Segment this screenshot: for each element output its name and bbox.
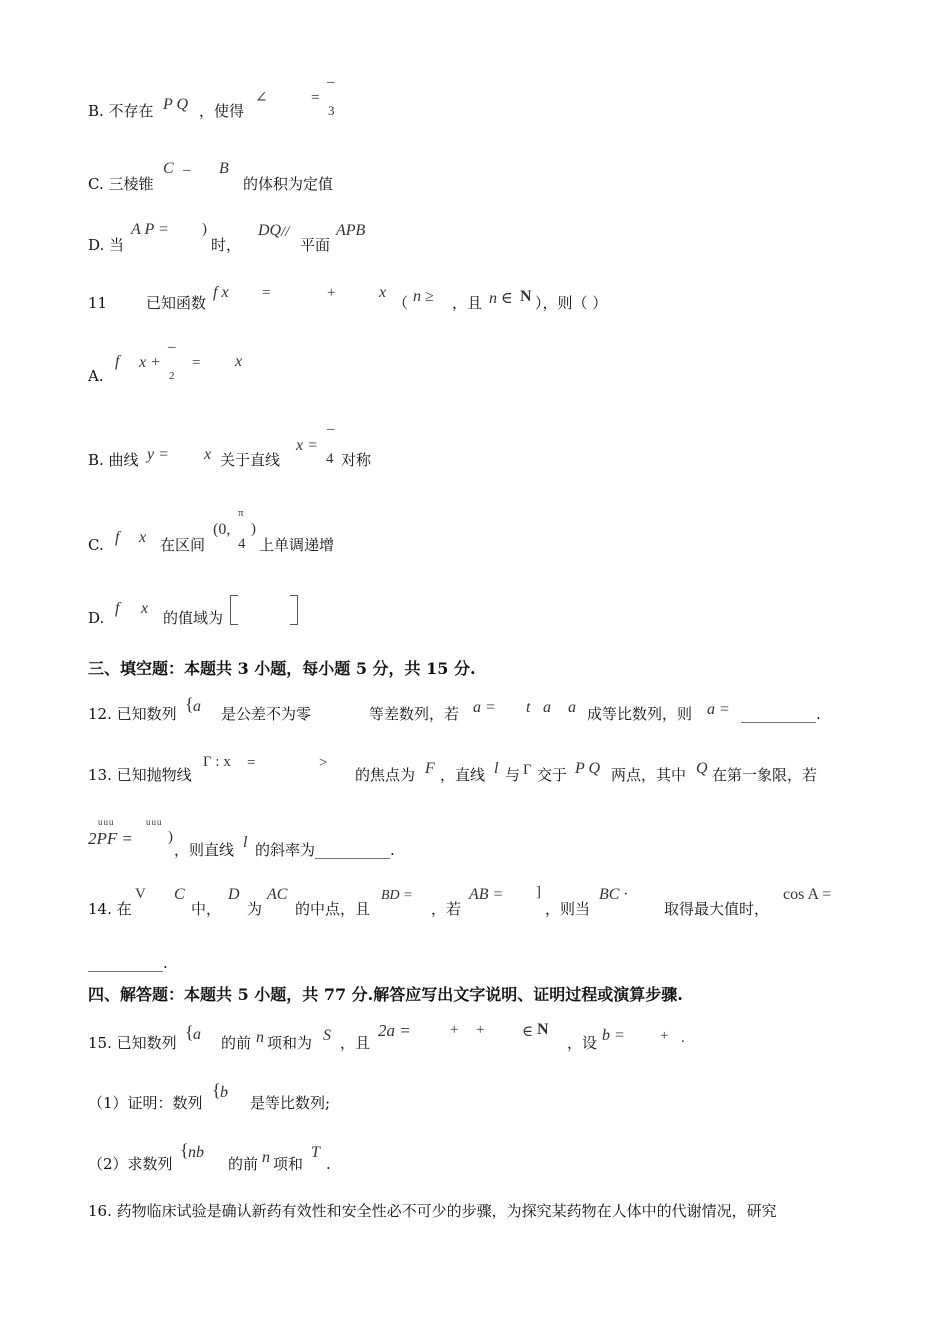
q11-b-y: y =	[147, 446, 169, 463]
q11-b-four: 4	[326, 451, 334, 467]
q14-blank: __________.	[88, 954, 168, 972]
q14-BD: BD =	[381, 888, 413, 903]
q13-mid6: 在第一象限，若	[712, 766, 818, 784]
q14-mid3: 的中点，且	[295, 900, 371, 918]
q11-c-close: )	[251, 521, 256, 537]
q15-part2-n: n	[262, 1149, 270, 1166]
q14-bracket: ]	[536, 884, 541, 900]
q12-a3: a	[568, 699, 576, 716]
q15-part2-mid2: 项和	[273, 1155, 304, 1173]
q15-plus2: +	[476, 1022, 485, 1038]
q11-b-bar: –	[327, 421, 335, 437]
q13-gamma: Γ : x	[203, 754, 231, 770]
q11-c-x: x	[139, 529, 147, 546]
q12-t: t	[526, 699, 531, 716]
q10-c-c: C	[163, 160, 174, 177]
q15-part1-brace: {	[212, 1080, 221, 1100]
q11-N: N	[520, 288, 532, 305]
q11-b-label: B. 曲线	[88, 451, 139, 469]
q15-part2-mid: 的前	[228, 1155, 259, 1173]
q13-vector-arrow-2: uuu	[146, 817, 163, 827]
q14-mid6: 取得最大值时，	[664, 900, 770, 918]
q14-AC: AC	[267, 886, 288, 903]
q12-a: a	[193, 698, 201, 715]
q11-a-eq: =	[192, 355, 201, 371]
q10-d-dq: DQ	[258, 222, 282, 239]
q10-c-minus: –	[183, 162, 191, 178]
q12-a4: a =	[707, 701, 730, 718]
q11-a-bar: –	[168, 339, 176, 355]
q11-text: 已知函数	[146, 294, 207, 312]
q13-Q: Q	[696, 760, 708, 777]
q15-prefix: 15. 已知数列	[88, 1034, 177, 1052]
q13-paren: )	[168, 829, 173, 845]
q11-fx: f x	[213, 284, 229, 301]
q14-C: C	[174, 886, 185, 903]
q15-part2-suffix: .	[326, 1155, 331, 1173]
q12-brace: {	[185, 694, 194, 714]
q10-d-ap: A P =	[131, 221, 169, 238]
q11-c-interval: (0,	[213, 521, 231, 538]
q11-x: x	[379, 284, 387, 301]
q12-a-eq: a =	[473, 699, 496, 716]
q11-cond-mid: ，且	[452, 294, 483, 312]
q10-d-parallel: //	[281, 224, 290, 240]
q11-number: 11	[88, 294, 108, 312]
q10-b-prefix: B. 不存在	[88, 102, 154, 120]
q10-c-b: B	[219, 160, 229, 177]
range-right-bracket	[290, 595, 298, 625]
q11-d-x: x	[141, 600, 149, 617]
q15-part1-prefix: （1）证明：数列	[88, 1094, 203, 1112]
q13-pf: 2PF =	[88, 829, 133, 848]
q13-vector-arrow: uuu	[98, 817, 115, 827]
q10-d-paren: )	[202, 221, 207, 237]
section-4-heading: 四、解答题：本题共 5 小题，共 77 分.解答应写出文字说明、证明过程或演算步骤.	[88, 985, 683, 1004]
q15-part2-nb: nb	[188, 1144, 204, 1161]
q13-line2: ，则直线	[174, 841, 235, 859]
q10-d-apb: APB	[336, 222, 366, 239]
q10-b-pq: P Q	[163, 96, 189, 113]
q13-gamma2: Γ	[523, 762, 532, 778]
q13-l2: l	[243, 834, 248, 851]
q11-a-f: f	[115, 353, 120, 370]
q15-a: a	[193, 1026, 201, 1043]
q13-eq: =	[247, 755, 256, 771]
q14-mid1: 中，	[191, 900, 222, 918]
q11-eq: =	[262, 285, 271, 301]
q15-part2-prefix: （2）求数列	[88, 1155, 173, 1173]
range-left-bracket	[230, 595, 238, 625]
q13-mid5: 两点，其中	[611, 766, 687, 784]
q13-mid3: 与	[505, 766, 521, 784]
q10-b-bar: –	[327, 74, 335, 90]
q15-brace: {	[185, 1022, 194, 1042]
q15-mid3: ，且	[340, 1034, 371, 1052]
q15-part2-brace: {	[180, 1140, 189, 1160]
q14-prefix: 14. 在	[88, 900, 132, 918]
q10-b-eq: =	[311, 90, 320, 106]
q11-c-text: 在区间	[160, 536, 206, 554]
q15-two-a: 2a =	[378, 1021, 411, 1040]
q11-cond-open: （	[393, 294, 409, 312]
q10-d-plane: 平面	[300, 236, 331, 254]
q11-d-f: f	[115, 600, 120, 617]
q15-part2-T: T	[311, 1144, 320, 1161]
q14-D: D	[228, 886, 240, 903]
q11-a-label: A.	[88, 367, 104, 385]
q11-c-four: 4	[238, 536, 246, 552]
q10-c-prefix: C. 三棱锥	[88, 175, 154, 193]
q12-mid1: 是公差不为零	[221, 705, 312, 723]
q15-mid2: 项和为	[267, 1034, 313, 1052]
q13-mid1: 的焦点为	[355, 766, 416, 784]
q11-a-x: x	[235, 353, 243, 370]
q11-b-x: x	[204, 446, 212, 463]
q12-blank: __________.	[741, 705, 821, 723]
q10-b-angle: ∠	[255, 90, 268, 106]
q12-mid2: 等差数列，若	[369, 705, 460, 723]
q15-part1-suffix: 是等比数列;	[250, 1094, 331, 1112]
q10-b-denom: 3	[328, 103, 335, 118]
q11-c-suffix: 上单调递增	[259, 536, 335, 554]
q11-d-label: D.	[88, 609, 105, 627]
q15-in: ∈	[522, 1024, 534, 1040]
q10-d-mid: 时，	[211, 236, 242, 254]
q15-plus1: +	[450, 1022, 459, 1038]
q13-mid2: ，直线	[440, 766, 486, 784]
q15-plus3: +	[660, 1028, 669, 1044]
q13-prefix: 13. 已知抛物线	[88, 766, 192, 784]
q11-n-ge: n ≥	[413, 288, 434, 305]
q11-b-text: 关于直线	[220, 451, 281, 469]
q15-mid1: 的前	[221, 1034, 252, 1052]
q14-BC: BC ·	[599, 886, 628, 903]
q11-d-text: 的值域为	[163, 609, 224, 627]
q13-mid4: 交于	[537, 766, 568, 784]
q12-prefix: 12. 已知数列	[88, 705, 177, 723]
q12-mid3: 成等比数列，则	[587, 705, 693, 723]
q11-a-xplus: x +	[139, 354, 161, 371]
q14-mid4: ，若	[431, 900, 462, 918]
q15-b-eq: b =	[602, 1027, 625, 1044]
q15-n: n	[256, 1029, 264, 1046]
q11-c-label: C.	[88, 536, 104, 554]
q14-mid5: ，则当	[545, 900, 591, 918]
q13-gt: >	[319, 755, 328, 771]
q15-mid4: ，设	[567, 1034, 598, 1052]
q11-c-pi: π	[238, 507, 244, 519]
q12-a2: a	[543, 699, 551, 716]
q11-a-two: 2	[169, 370, 175, 382]
q15-part1-b: b	[220, 1084, 228, 1101]
q14-triangle: V	[135, 886, 146, 902]
q11-plus: +	[327, 285, 336, 301]
q11-n-in: n ∈	[489, 290, 513, 307]
q13-pq: P Q	[575, 760, 601, 777]
q13-l: l	[494, 760, 499, 777]
q13-F: F	[425, 760, 435, 777]
q14-cos: cos A =	[783, 886, 832, 903]
q11-b-xeq: x =	[296, 437, 318, 454]
q11-b-suffix: 对称	[341, 451, 372, 469]
q16-text: 16. 药物临床试验是确认新药有效性和安全性必不可少的步骤，为探究某药物在人体中的代谢情况，研究	[88, 1202, 777, 1220]
q10-d-prefix: D. 当	[88, 236, 125, 254]
q11-c-f: f	[115, 529, 120, 546]
section-3-heading: 三、填空题：本题共 3 小题，每小题 5 分，共 15 分.	[88, 659, 476, 678]
q15-S: S	[323, 1027, 331, 1044]
q14-mid2: 为	[247, 900, 263, 918]
q10-c-suffix: 的体积为定值	[243, 175, 334, 193]
q11-cond-close: ），则（ ）	[535, 294, 608, 312]
q13-line2b: 的斜率为__________.	[255, 841, 395, 859]
q15-period: .	[681, 1030, 685, 1046]
q10-b-mid: ，使得	[199, 102, 245, 120]
q14-AB: AB =	[469, 886, 504, 903]
q15-N: N	[537, 1021, 549, 1038]
